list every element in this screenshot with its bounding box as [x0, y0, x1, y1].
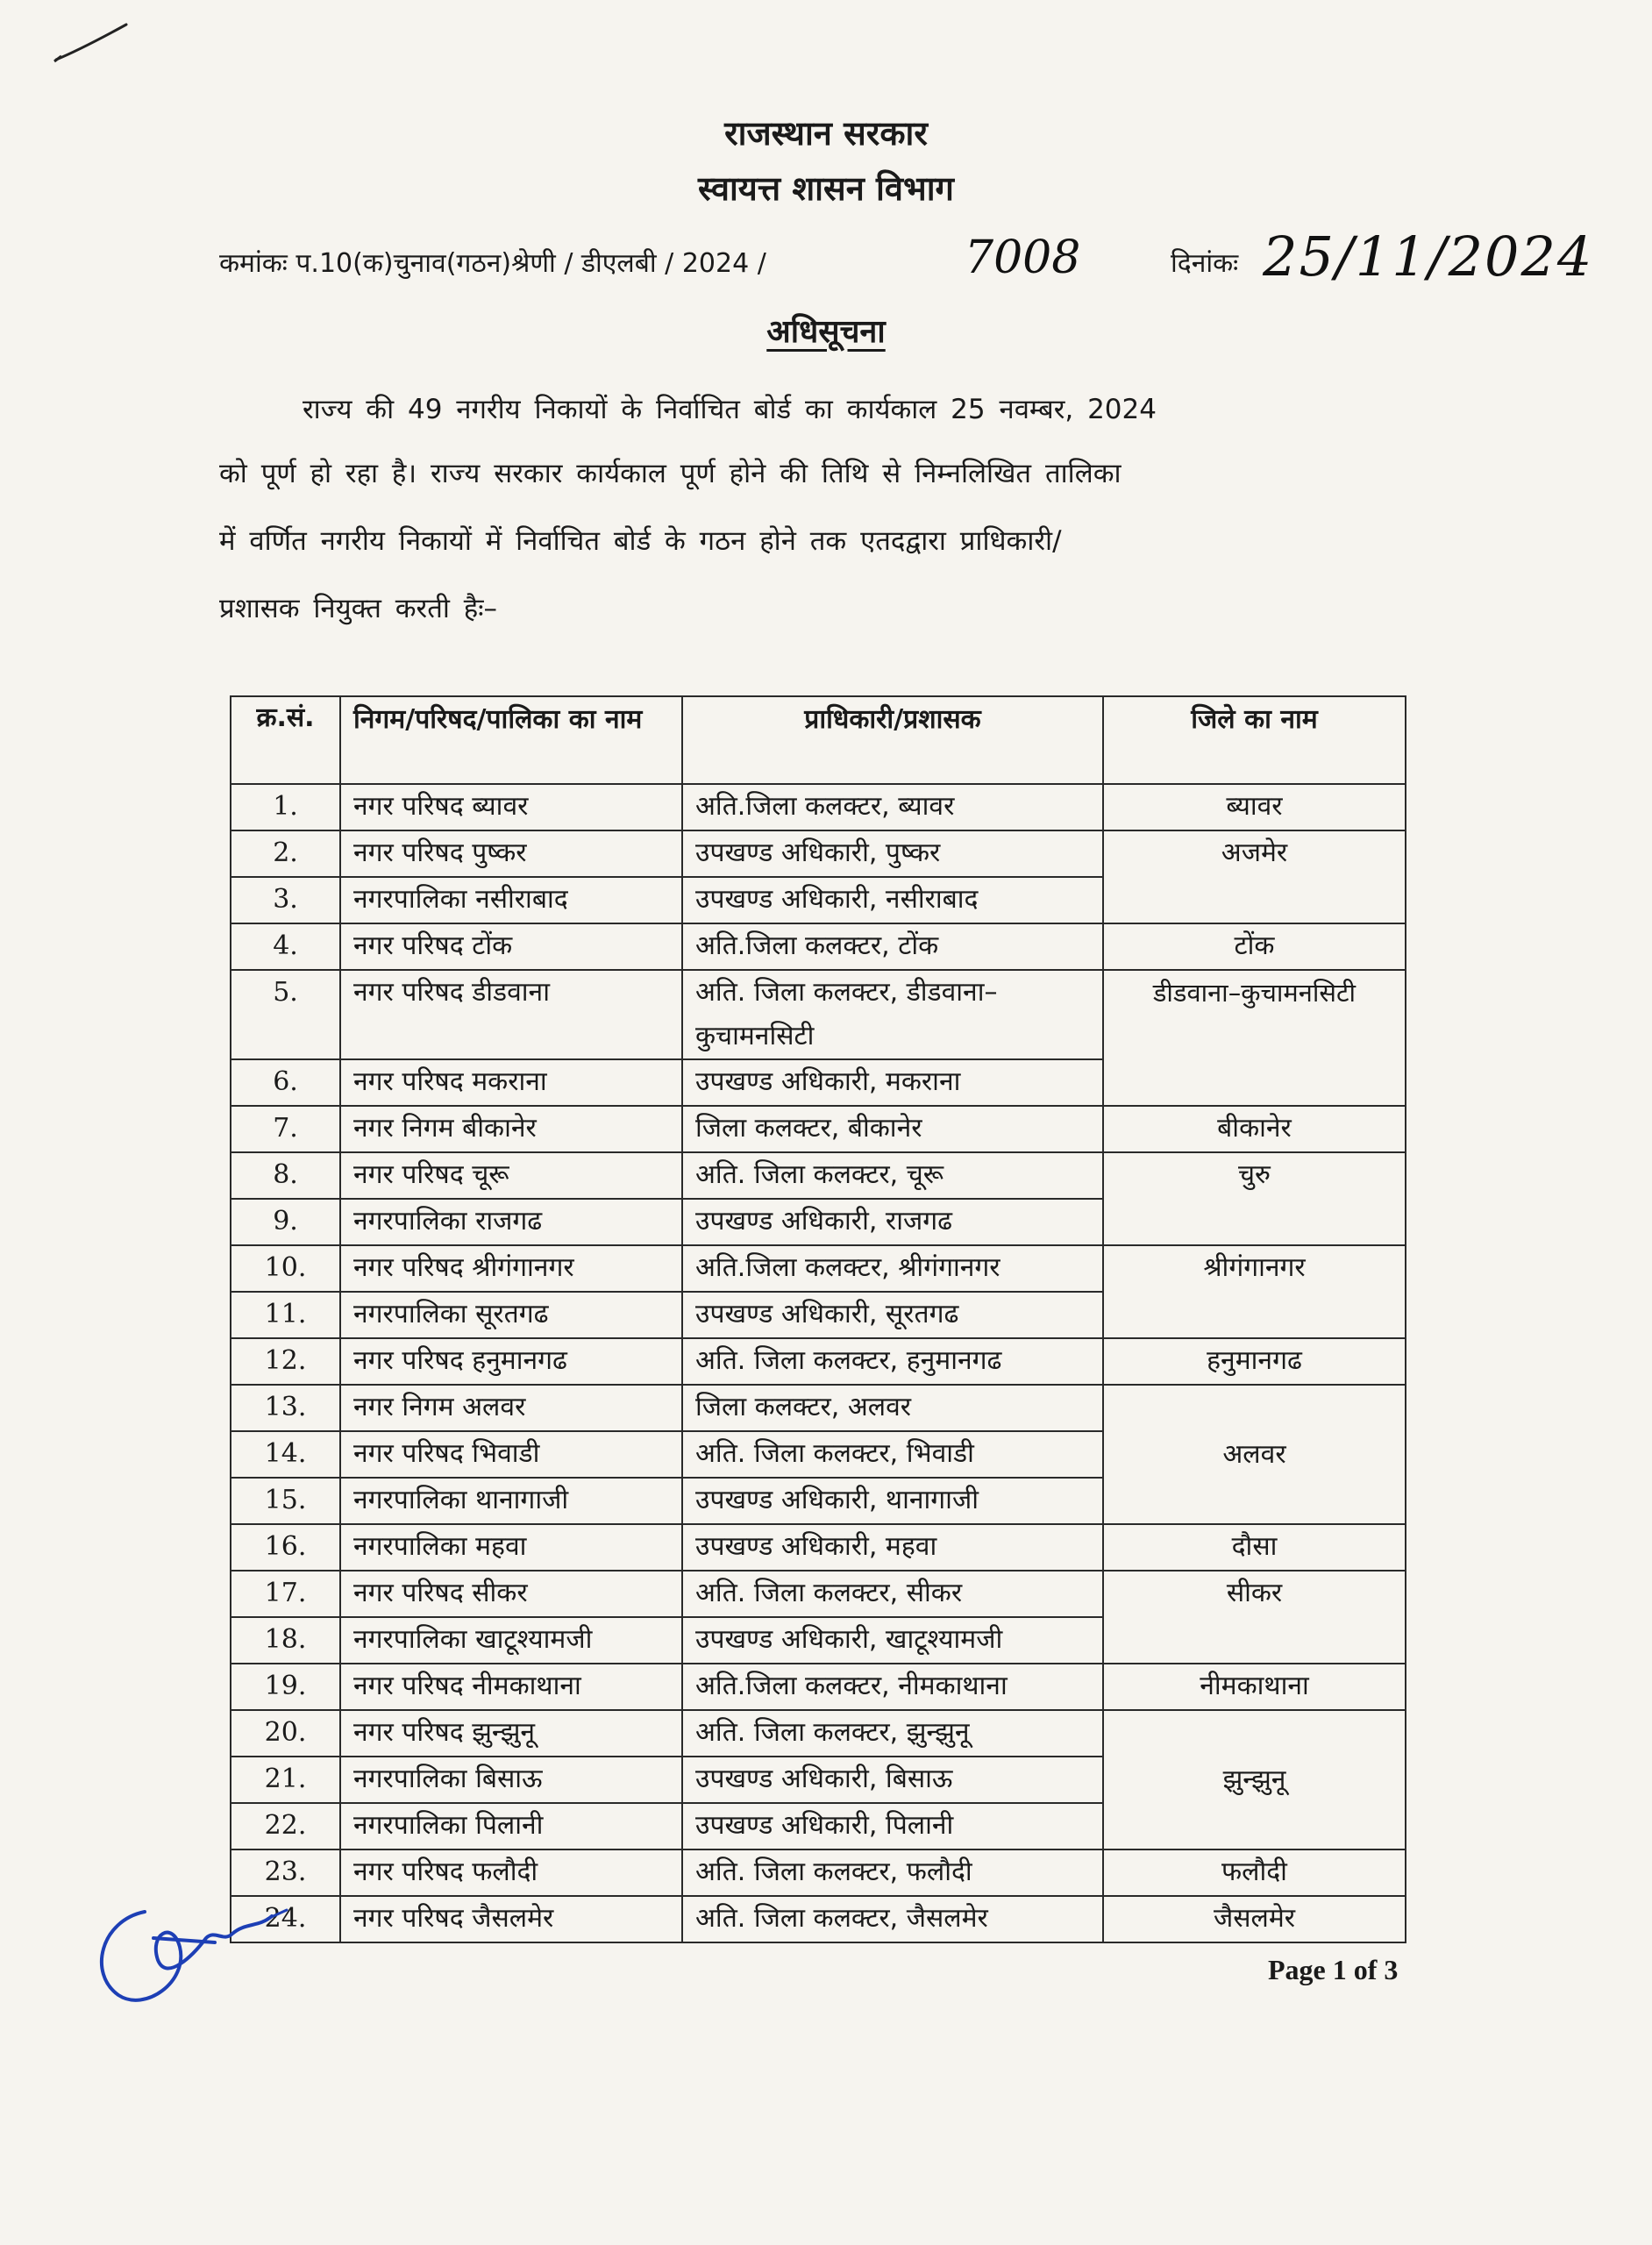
serial-cell: 2.	[231, 830, 340, 877]
notice-line: राज्य की 49 नगरीय निकायों के निर्वाचित बोर्ड का कार्यकाल 25 नवम्बर, 2024	[303, 394, 1157, 425]
district-cell: चुरु	[1103, 1152, 1406, 1245]
body-cell: नगरपालिका पिलानी	[340, 1803, 682, 1849]
body-cell: नगरपालिका थानागाजी	[340, 1478, 682, 1524]
reference-label: कमांकः प.10(क)चुनाव(गठन)श्रेणी / डीएलबी / 2024 /	[219, 248, 766, 279]
notice-line: प्रशासक नियुक्त करती हैः–	[219, 593, 497, 624]
notice-line: में वर्णित नगरीय निकायों में निर्वाचित बोर्ड के गठन होने तक एतदद्वारा प्राधिकारी/	[219, 525, 1062, 557]
authority-cell: उपखण्ड अधिकारी, पिलानी	[682, 1803, 1103, 1849]
body-cell: नगर परिषद नीमकाथाना	[340, 1664, 682, 1710]
district-cell: फलौदी	[1103, 1849, 1406, 1896]
serial-cell: 1.	[231, 784, 340, 830]
table-row	[231, 1152, 1406, 1199]
government-title: राजस्थान सरकार	[724, 114, 928, 153]
serial-cell: 23.	[231, 1849, 340, 1896]
district-cell: डीडवाना–कुचामनसिटी	[1103, 970, 1406, 1106]
body-cell: नगर परिषद जैसलमेर	[340, 1896, 682, 1942]
authority-cell: अति.जिला कलक्टर, नीमकाथाना	[682, 1664, 1103, 1710]
date-label: दिनांकः	[1171, 248, 1239, 279]
serial-cell: 5.	[231, 970, 340, 1059]
serial-cell: 19.	[231, 1664, 340, 1710]
signature-mark	[83, 1885, 294, 2017]
authority-cell: अति. जिला कलक्टर, सीकर	[682, 1571, 1103, 1617]
serial-cell: 10.	[231, 1245, 340, 1292]
notice-line: को पूर्ण हो रहा है। राज्य सरकार कार्यकाल पूर्ण होने की तिथि से निम्नलिखित तालिका	[219, 458, 1122, 489]
authority-cell: उपखण्ड अधिकारी, राजगढ	[682, 1199, 1103, 1245]
table-row	[231, 1245, 1406, 1292]
body-cell: नगरपालिका बिसाऊ	[340, 1757, 682, 1803]
body-cell: नगर परिषद झुन्झुनू	[340, 1710, 682, 1757]
body-cell: नगर परिषद पुष्कर	[340, 830, 682, 877]
authority-cell: उपखण्ड अधिकारी, बिसाऊ	[682, 1757, 1103, 1803]
serial-cell: 12.	[231, 1338, 340, 1385]
serial-cell: 15.	[231, 1478, 340, 1524]
district-cell: सीकर	[1103, 1571, 1406, 1664]
reference-number-handwritten: 7008	[965, 232, 1081, 284]
body-cell: नगरपालिका खाटूश्यामजी	[340, 1617, 682, 1664]
serial-cell: 20.	[231, 1710, 340, 1757]
authority-cell: अति. जिला कलक्टर, फलौदी	[682, 1849, 1103, 1896]
serial-cell: 14.	[231, 1431, 340, 1478]
serial-cell: 24.	[231, 1896, 340, 1942]
authority-cell: अति. जिला कलक्टर, झुन्झुनू	[682, 1710, 1103, 1757]
header-body-name: निगम/परिषद/पालिका का नाम	[340, 696, 682, 784]
authority-cell: अति.जिला कलक्टर, ब्यावर	[682, 784, 1103, 830]
district-cell: ब्यावर	[1103, 784, 1406, 830]
department-title: स्वायत्त शासन विभाग	[698, 169, 954, 208]
body-cell: नगर परिषद मकराना	[340, 1059, 682, 1106]
page-number: Page 1 of 3	[1268, 1954, 1399, 1985]
serial-cell: 3.	[231, 877, 340, 923]
body-cell: नगर परिषद टोंक	[340, 923, 682, 970]
authority-cell: अति. जिला कलक्टर, डीडवाना– कुचामनसिटी	[682, 970, 1103, 1059]
serial-cell: 11.	[231, 1292, 340, 1338]
table-row	[231, 784, 1406, 830]
body-cell: नगर परिषद डीडवाना	[340, 970, 682, 1059]
pen-stroke-mark	[51, 18, 130, 70]
header-serial: क्र.सं.	[231, 696, 340, 784]
district-cell: झुन्झुनू	[1103, 1710, 1406, 1849]
body-cell: नगर परिषद फलौदी	[340, 1849, 682, 1896]
serial-cell: 8.	[231, 1152, 340, 1199]
serial-cell: 6.	[231, 1059, 340, 1106]
serial-cell: 21.	[231, 1757, 340, 1803]
serial-cell: 16.	[231, 1524, 340, 1571]
district-cell: बीकानेर	[1103, 1106, 1406, 1152]
table-row	[231, 1106, 1406, 1152]
header-authority: प्राधिकारी/प्रशासक	[682, 696, 1103, 784]
table-row	[231, 1710, 1406, 1757]
authority-cell: उपखण्ड अधिकारी, थानागाजी	[682, 1478, 1103, 1524]
body-cell: नगर परिषद भिवाडी	[340, 1431, 682, 1478]
serial-cell: 4.	[231, 923, 340, 970]
notice-heading: अधिसूचना	[766, 314, 886, 350]
district-cell: जैसलमेर	[1103, 1896, 1406, 1942]
body-cell: नगर परिषद सीकर	[340, 1571, 682, 1617]
authority-cell: उपखण्ड अधिकारी, सूरतगढ	[682, 1292, 1103, 1338]
table-row	[231, 970, 1406, 1059]
body-cell: नगर परिषद चूरू	[340, 1152, 682, 1199]
district-cell: अलवर	[1103, 1385, 1406, 1524]
district-cell: श्रीगंगानगर	[1103, 1245, 1406, 1338]
appointment-table	[230, 695, 1406, 1943]
authority-cell: अति. जिला कलक्टर, भिवाडी	[682, 1431, 1103, 1478]
table-row	[231, 1338, 1406, 1385]
table-row	[231, 1896, 1406, 1942]
serial-cell: 9.	[231, 1199, 340, 1245]
district-cell: टोंक	[1103, 923, 1406, 970]
table-row	[231, 830, 1406, 877]
body-cell: नगर निगम अलवर	[340, 1385, 682, 1431]
table-row	[231, 1664, 1406, 1710]
district-cell: अजमेर	[1103, 830, 1406, 923]
authority-cell: उपखण्ड अधिकारी, नसीराबाद	[682, 877, 1103, 923]
authority-cell: अति.जिला कलक्टर, टोंक	[682, 923, 1103, 970]
serial-cell: 7.	[231, 1106, 340, 1152]
body-cell: नगरपालिका सूरतगढ	[340, 1292, 682, 1338]
header-district: जिले का नाम	[1103, 696, 1406, 784]
table-row	[231, 923, 1406, 970]
authority-cell: उपखण्ड अधिकारी, पुष्कर	[682, 830, 1103, 877]
authority-cell: उपखण्ड अधिकारी, खाटूश्यामजी	[682, 1617, 1103, 1664]
body-cell: नगर परिषद ब्यावर	[340, 784, 682, 830]
table-row	[231, 1385, 1406, 1431]
table-header-row	[231, 696, 1406, 784]
district-cell: दौसा	[1103, 1524, 1406, 1571]
table-row	[231, 1849, 1406, 1896]
authority-cell: अति. जिला कलक्टर, चूरू	[682, 1152, 1103, 1199]
reference-row	[219, 224, 1594, 298]
body-cell: नगरपालिका नसीराबाद	[340, 877, 682, 923]
authority-cell: अति. जिला कलक्टर, जैसलमेर	[682, 1896, 1103, 1942]
district-cell: हनुमानगढ	[1103, 1338, 1406, 1385]
district-cell: नीमकाथाना	[1103, 1664, 1406, 1710]
serial-cell: 18.	[231, 1617, 340, 1664]
authority-cell: जिला कलक्टर, अलवर	[682, 1385, 1103, 1431]
serial-cell: 13.	[231, 1385, 340, 1431]
body-cell: नगर परिषद हनुमानगढ	[340, 1338, 682, 1385]
table-row	[231, 1571, 1406, 1617]
serial-cell: 22.	[231, 1803, 340, 1849]
authority-cell: उपखण्ड अधिकारी, मकराना	[682, 1059, 1103, 1106]
body-cell: नगर परिषद श्रीगंगानगर	[340, 1245, 682, 1292]
authority-cell: जिला कलक्टर, बीकानेर	[682, 1106, 1103, 1152]
body-cell: नगर निगम बीकानेर	[340, 1106, 682, 1152]
body-cell: नगरपालिका महवा	[340, 1524, 682, 1571]
serial-cell: 17.	[231, 1571, 340, 1617]
authority-cell: अति.जिला कलक्टर, श्रीगंगानगर	[682, 1245, 1103, 1292]
body-cell: नगरपालिका राजगढ	[340, 1199, 682, 1245]
table-row	[231, 1524, 1406, 1571]
authority-cell: उपखण्ड अधिकारी, महवा	[682, 1524, 1103, 1571]
date-handwritten: 25/11/2024	[1263, 224, 1594, 289]
authority-cell: अति. जिला कलक्टर, हनुमानगढ	[682, 1338, 1103, 1385]
